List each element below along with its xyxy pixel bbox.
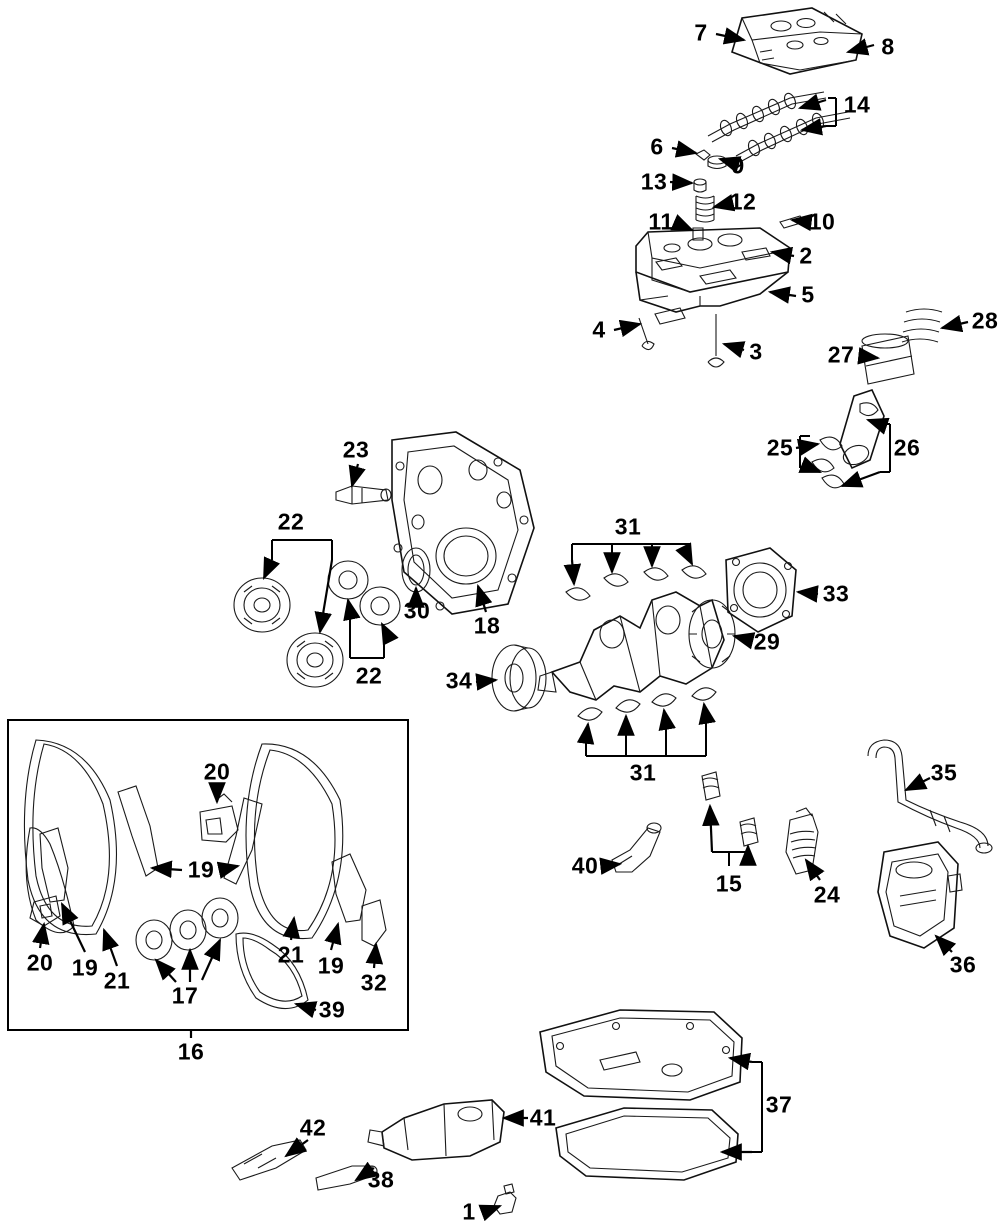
part-valve-cover xyxy=(732,8,862,74)
callout-22-lower: 22 xyxy=(355,662,383,689)
callout-28: 28 xyxy=(971,307,999,334)
callout-2: 2 xyxy=(799,242,813,269)
callout-32: 32 xyxy=(360,969,388,996)
callout-12: 12 xyxy=(729,188,757,215)
callout-13: 13 xyxy=(640,168,668,195)
callout-39: 39 xyxy=(318,996,346,1023)
callout-5: 5 xyxy=(801,281,815,308)
part-front-crank-seal xyxy=(402,548,430,592)
part-piston-assembly xyxy=(812,309,942,488)
callout-19-mid: 19 xyxy=(187,856,215,883)
callout-38: 38 xyxy=(367,1166,395,1193)
part-crankshaft xyxy=(538,592,735,700)
callout-4: 4 xyxy=(592,316,606,343)
callout-40: 40 xyxy=(571,852,599,879)
callout-7: 7 xyxy=(694,19,708,46)
callout-25: 25 xyxy=(766,434,794,461)
callout-1: 1 xyxy=(462,1198,476,1223)
part-oil-drain-plug xyxy=(494,1184,516,1214)
callout-6: 6 xyxy=(650,133,664,160)
callout-20-upper: 20 xyxy=(203,758,231,785)
callout-8: 8 xyxy=(881,33,895,60)
callout-23: 23 xyxy=(342,436,370,463)
callout-20-lower: 20 xyxy=(26,949,54,976)
callout-31-upper: 31 xyxy=(614,513,642,540)
callout-16: 16 xyxy=(177,1038,205,1065)
callout-11: 11 xyxy=(648,208,674,235)
part-timing-cover xyxy=(392,432,534,614)
callout-22-upper: 22 xyxy=(277,508,305,535)
callout-27: 27 xyxy=(827,341,855,368)
callout-41: 41 xyxy=(529,1104,557,1131)
part-rear-seal-housing xyxy=(726,548,796,632)
part-oil-filter-housing xyxy=(878,842,962,948)
callout-21-right: 21 xyxy=(277,941,305,968)
part-oil-pump-screen xyxy=(232,1140,306,1180)
callout-33: 33 xyxy=(822,580,850,607)
callout-21-left: 21 xyxy=(103,967,131,994)
part-oil-pan xyxy=(540,1010,742,1180)
callout-24: 24 xyxy=(813,881,841,908)
part-oil-pump xyxy=(368,1100,504,1160)
callout-37: 37 xyxy=(765,1091,793,1118)
callout-15: 15 xyxy=(715,870,743,897)
callout-3: 3 xyxy=(749,338,763,365)
callout-36: 36 xyxy=(949,951,977,978)
callout-31-lower: 31 xyxy=(629,759,657,786)
callout-10: 10 xyxy=(808,208,836,235)
callout-9: 9 xyxy=(731,152,745,179)
part-cam-actuator-solenoid xyxy=(336,486,391,504)
callout-35: 35 xyxy=(930,759,958,786)
callout-30: 30 xyxy=(403,597,431,624)
callout-26: 26 xyxy=(893,434,921,461)
part-oil-pressure-regulator xyxy=(786,808,818,874)
part-idler-sprockets xyxy=(136,898,238,960)
part-oil-filler-tube xyxy=(868,740,992,853)
part-valves xyxy=(639,314,724,367)
callout-19-right: 19 xyxy=(317,952,345,979)
callout-17: 17 xyxy=(171,982,199,1009)
part-cylinder-head xyxy=(636,228,790,324)
callout-42: 42 xyxy=(299,1114,327,1141)
callout-34: 34 xyxy=(445,667,473,694)
callout-19-left: 19 xyxy=(71,954,99,981)
part-crank-pulley xyxy=(492,645,546,711)
callout-14: 14 xyxy=(843,91,871,118)
callout-29: 29 xyxy=(753,628,781,655)
callout-18: 18 xyxy=(473,612,501,639)
